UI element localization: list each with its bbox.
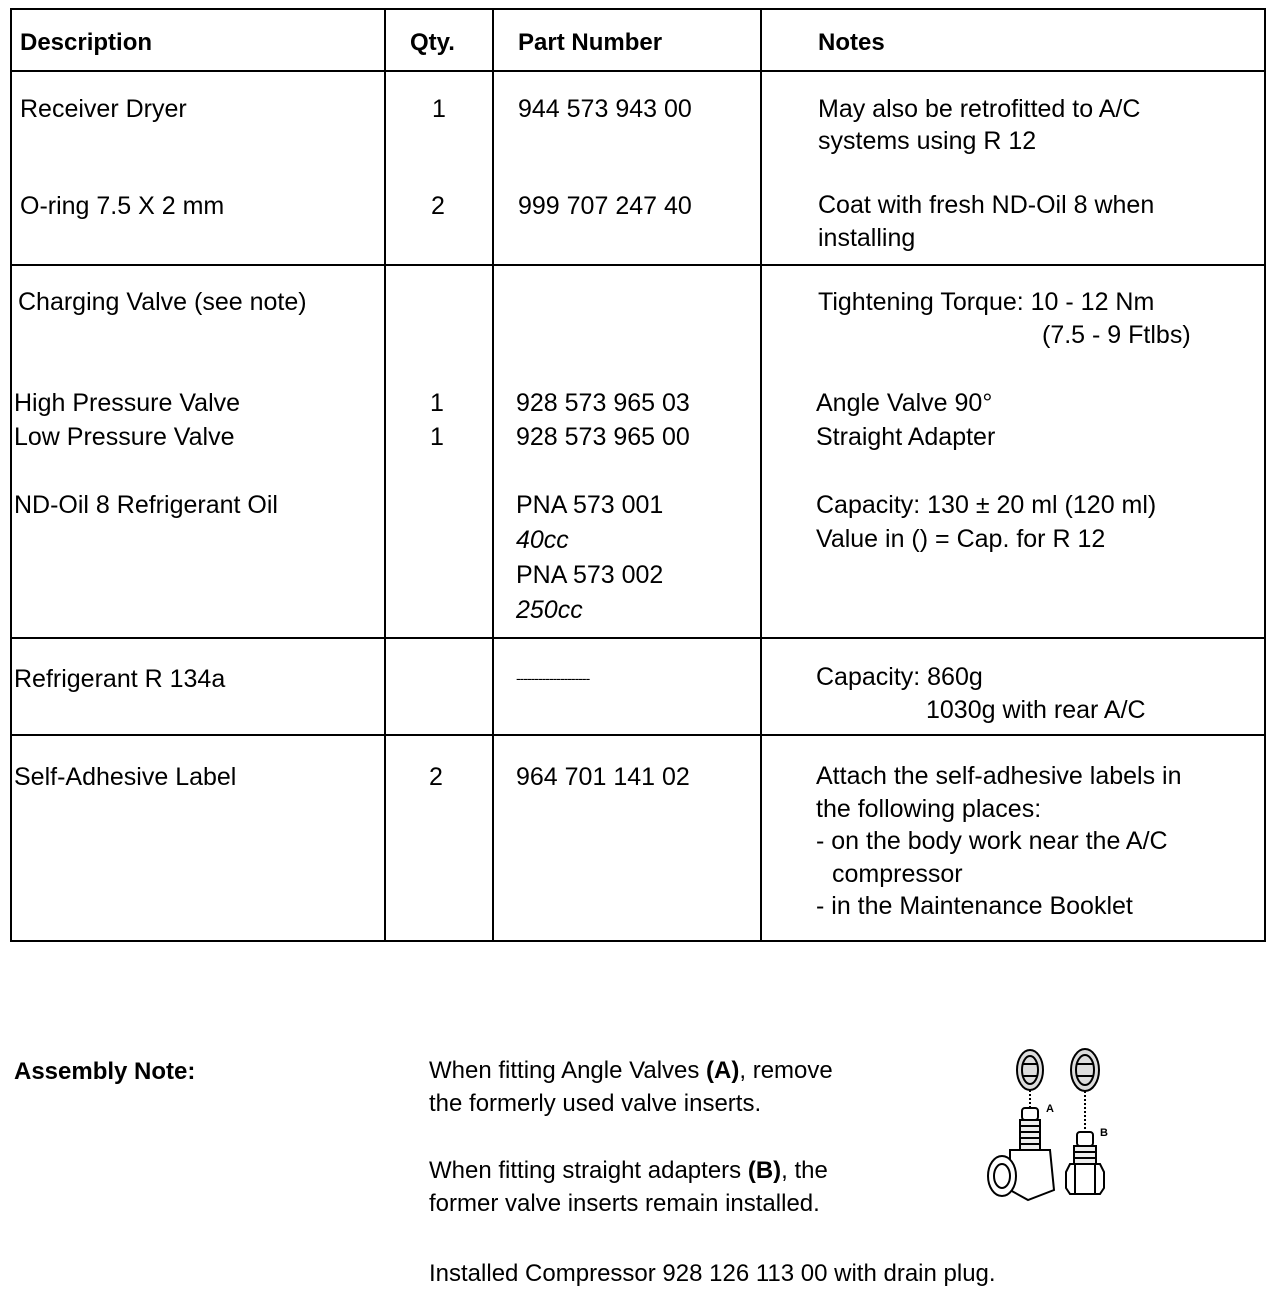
parts-table [10, 8, 1266, 942]
straight-adapter-icon [1066, 1132, 1104, 1194]
note-text: the formerly used valve inserts. [429, 1090, 762, 1117]
cell-notes: Value in () = Cap. for R 12 [816, 525, 1106, 553]
assembly-note-paragraph-2 [429, 1154, 828, 1220]
valve-cap-a-icon [1017, 1050, 1043, 1108]
cell-qty: 1 [430, 389, 444, 417]
figure-label-a: A [1046, 1103, 1054, 1115]
cell-notes: - on the body work near the A/C [816, 827, 1168, 855]
cell-description: Refrigerant R 134a [14, 665, 226, 693]
cell-part-number: 928 573 965 00 [516, 423, 690, 451]
cell-qty: 1 [430, 423, 444, 451]
valve-cap-b-icon [1071, 1049, 1099, 1132]
cell-qty: 2 [429, 763, 443, 791]
row-divider [12, 637, 1264, 639]
cell-description: High Pressure Valve [14, 389, 241, 417]
row-divider [12, 70, 1264, 72]
assembly-note-paragraph-1 [429, 1054, 833, 1120]
cell-part-number: 944 573 943 00 [518, 95, 692, 123]
row-divider [12, 264, 1264, 266]
cell-description: O-ring 7.5 X 2 mm [20, 192, 225, 220]
header-part-number: Part Number [518, 29, 663, 56]
cell-description: Charging Valve (see note) [18, 288, 307, 316]
cell-description: Low Pressure Valve [14, 423, 235, 451]
valve-illustration [980, 1040, 1120, 1210]
note-text: When fitting straight adapters [429, 1157, 748, 1184]
cell-notes: 1030g with rear A/C [926, 696, 1146, 724]
cell-notes: the following places: [816, 795, 1042, 823]
cell-notes: Tightening Torque: 10 - 12 Nm [818, 288, 1155, 316]
cell-part-number: PNA 573 001 [516, 491, 664, 519]
cell-notes: (7.5 - 9 Ftlbs) [1042, 321, 1191, 349]
note-text: When fitting Angle Valves [429, 1057, 707, 1084]
cell-qty: 2 [431, 192, 445, 220]
row-divider [12, 734, 1264, 736]
column-divider [384, 10, 386, 940]
cell-part-number: -------------------- [516, 670, 590, 686]
cell-part-number: PNA 573 002 [516, 561, 664, 589]
figure-label-b: B [1100, 1127, 1108, 1139]
note-ref-b: (B) [747, 1157, 782, 1184]
cell-description: Receiver Dryer [20, 95, 187, 123]
cell-notes: Attach the self-adhesive labels in [816, 762, 1182, 790]
cell-notes: Coat with fresh ND-Oil 8 when [818, 191, 1155, 219]
assembly-note-label: Assembly Note: [14, 1058, 196, 1085]
column-divider [760, 10, 762, 940]
cell-notes: Capacity: 130 ± 20 ml (120 ml) [816, 491, 1157, 519]
note-text: former valve inserts remain installed. [429, 1190, 820, 1217]
cell-notes: compressor [832, 860, 963, 888]
note-text: , the [781, 1157, 828, 1184]
cell-notes: installing [818, 224, 916, 252]
cell-description: ND-Oil 8 Refrigerant Oil [14, 491, 278, 519]
header-notes: Notes [818, 29, 885, 56]
cell-notes: Straight Adapter [816, 423, 996, 451]
cell-part-number: 964 701 141 02 [516, 763, 690, 791]
note-ref-a: (A) [706, 1057, 740, 1084]
header-qty: Qty. [410, 29, 455, 56]
angle-valve-icon [988, 1108, 1054, 1200]
cell-notes: Capacity: 860g [816, 663, 983, 691]
cell-size: 40cc [516, 526, 569, 554]
cell-part-number: 999 707 247 40 [518, 192, 692, 220]
cell-qty: 1 [432, 95, 446, 123]
note-text: , remove [739, 1057, 833, 1084]
cell-size: 250cc [516, 596, 583, 624]
cell-notes: Angle Valve 90° [816, 389, 993, 417]
column-divider [492, 10, 494, 940]
cell-part-number: 928 573 965 03 [516, 389, 690, 417]
assembly-note-paragraph-3: Installed Compressor 928 126 113 00 with drain plug. [429, 1260, 996, 1287]
cell-description: Self-Adhesive Label [14, 763, 237, 791]
cell-notes: - in the Maintenance Booklet [816, 892, 1133, 920]
cell-notes: systems using R 12 [818, 127, 1037, 155]
header-description: Description [20, 29, 153, 56]
cell-notes: May also be retrofitted to A/C [818, 95, 1141, 123]
